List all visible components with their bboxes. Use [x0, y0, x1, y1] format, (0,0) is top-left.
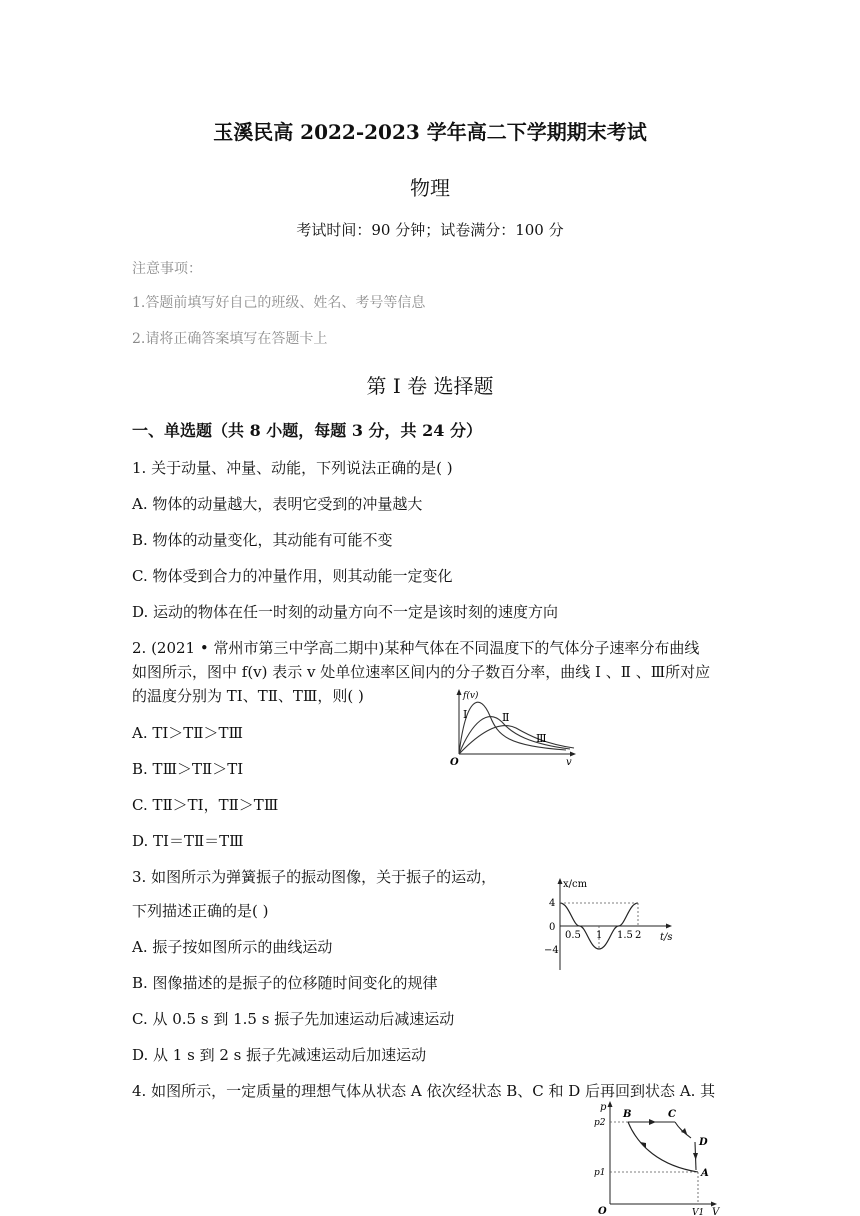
- notice-item: 2.请将正确答案填写在答题卡上: [132, 331, 328, 347]
- question-2-stem-line: 2. (2021 • 常州市第三中学高二期中)某种气体在不同温度下的气体分子速率分布曲线: [132, 639, 700, 657]
- x-tick-label: 2: [635, 930, 642, 941]
- question-2-stem-line: 的温度分别为 TⅠ、TⅡ、TⅢ，则( ): [132, 687, 364, 705]
- x-tick-label: 0.5: [565, 930, 581, 941]
- question-1-option-a: A. 物体的动量越大，表明它受到的冲量越大: [132, 495, 423, 513]
- curve-label: Ⅰ: [463, 708, 468, 721]
- question-3-stem-line: 3. 如图所示为弹簧振子的振动图像，关于振子的运动，: [132, 868, 497, 886]
- exam-info: 考试时间：90 分钟；试卷满分：100 分: [296, 221, 564, 239]
- point-label: C: [668, 1109, 676, 1120]
- point-label: A: [701, 1168, 709, 1179]
- part-title: 一、单选题（共 8 小题，每题 3 分，共 24 分）: [132, 421, 482, 440]
- question-2-option-d: D. TⅠ＝TⅡ＝TⅢ: [132, 832, 244, 850]
- x-axis-label: v: [566, 757, 572, 768]
- question-1-stem: 1. 关于动量、冲量、动能，下列说法正确的是( ): [132, 459, 453, 477]
- y-tick-label: −4: [544, 945, 559, 956]
- x-tick-label: 1: [596, 930, 603, 941]
- origin-label: O: [450, 757, 459, 768]
- question-2-option-a: A. TⅠ＞TⅡ＞TⅢ: [132, 724, 243, 742]
- origin-label: O: [598, 1206, 607, 1216]
- section-title: 第 I 卷 选择题: [366, 374, 494, 398]
- curve-label: Ⅲ: [536, 732, 547, 745]
- question-1-option-b: B. 物体的动量变化，其动能有可能不变: [132, 531, 393, 549]
- question-3-option-d: D. 从 1 s 到 2 s 振子先减速运动后加速运动: [132, 1046, 427, 1064]
- point-label: B: [623, 1109, 632, 1120]
- p-tick-label: p2: [594, 1118, 606, 1128]
- curve-label: Ⅱ: [502, 711, 510, 724]
- y-tick-label: 0: [549, 922, 556, 933]
- point-label: D: [699, 1137, 708, 1148]
- question-2-stem-line: 如图所示，图中 f(v) 表示 v 处单位速率区间内的分子数百分率，曲线 Ⅰ 、Ⅱ 、Ⅲ所对应: [132, 663, 711, 681]
- notice-heading: 注意事项：: [132, 261, 202, 277]
- v-tick-label: V1: [692, 1208, 705, 1216]
- question-1-option-c: C. 物体受到合力的冲量作用，则其动能一定变化: [132, 567, 453, 585]
- question-1-option-d: D. 运动的物体在任一时刻的动量方向不一定是该时刻的速度方向: [132, 603, 559, 621]
- exam-title: 玉溪民高 2022-2023 学年高二下学期期末考试: [213, 120, 647, 144]
- notice-item: 1.答题前填写好自己的班级、姓名、考号等信息: [132, 295, 426, 311]
- question-3-stem-line: 下列描述正确的是( ): [132, 902, 269, 920]
- question-3-option-b: B. 图像描述的是振子的位移随时间变化的规律: [132, 974, 438, 992]
- y-axis-label: p: [600, 1102, 607, 1113]
- speed-distribution-figure: [446, 686, 580, 768]
- y-axis-label: x/cm: [563, 879, 588, 890]
- pv-diagram-figure: [590, 1098, 730, 1216]
- question-2-option-b: B. TⅢ＞TⅡ＞TⅠ: [132, 760, 244, 778]
- question-4-stem: 4. 如图所示，一定质量的理想气体从状态 A 依次经状态 B、C 和 D 后再回到状态 A. 其: [132, 1082, 716, 1100]
- y-axis-label: f(v): [463, 691, 479, 701]
- x-axis-label: V: [712, 1207, 720, 1216]
- question-3-option-c: C. 从 0.5 s 到 1.5 s 振子先加速运动后减速运动: [132, 1010, 455, 1028]
- p-tick-label: p1: [594, 1168, 606, 1178]
- oscillation-graph-figure: [540, 874, 680, 974]
- y-tick-label: 4: [549, 898, 556, 909]
- exam-subject: 物理: [410, 176, 450, 200]
- question-2-option-c: C. TⅡ＞TⅠ，TⅡ＞TⅢ: [132, 796, 279, 814]
- x-axis-label: t/s: [660, 932, 673, 943]
- x-tick-label: 1.5: [617, 930, 633, 941]
- question-3-option-a: A. 振子按如图所示的曲线运动: [132, 938, 333, 956]
